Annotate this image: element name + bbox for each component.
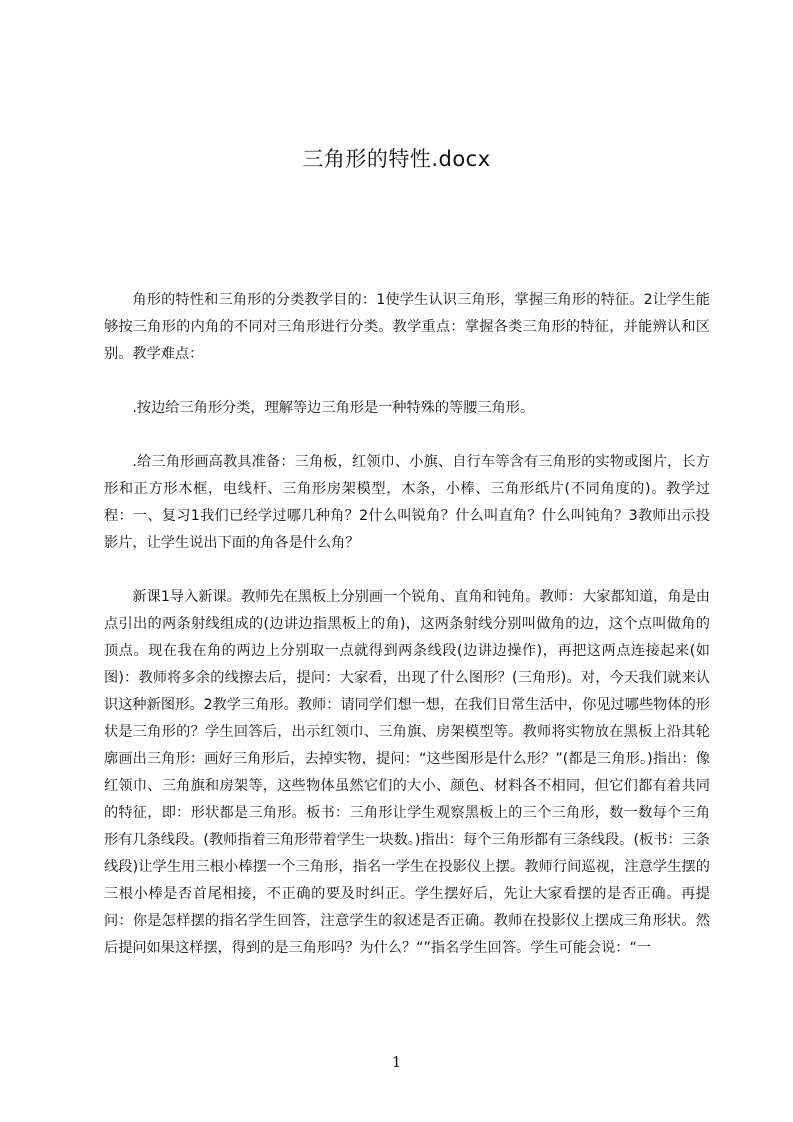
paragraph-difficulty xyxy=(104,395,710,422)
paragraph-text: .按边给三角形分类，理解等边三角形是一种特殊的等腰三角形。 xyxy=(132,400,535,416)
document-title: 三角形的特性.docx xyxy=(302,147,491,171)
paragraph-text: 新课1导入新课。教师先在黑板上分别画一个锐角、直角和钝角。教师：大家都知道，角是由点引出的两条射线组成的(边讲边指黑板上的角)，这两条射线分别叫做角的边，这个点叫做角的顶点。现在我在角的两边上分别取一点就得到两条线段(边讲边操作)，再把这两点连接起来(如图)：教师将多余的线擦去后，提问：大家看，出现了什么图形？(三角形)。对，今天我们就来认识这种新图形。2教学三角形。教师：请同学们想一想，在我们日常生活中，你见过哪些物体的形状是三角形的？学生回答后，出示红领巾、三角旗、房架模型等。教师将实物放在黑板上沿其轮廓画出三角形：画好三角形后，去掉实物，提问：“这些图形是什么形？”(都是三角形。)指出：像红领巾、三角旗和房架等，这些物体虽然它们的大小、颜色、材料各不相同，但它们都有着共同的特征，即：形状都是三角形。板书：三角形让学生观察黑板上的三个三角形，数一数每个三角形有几条线段。(教师指着三角形带着学生一块数。)指出：每个三角形都有三条线段。(板书：三条线段)让学生用三根小棒摆一个三角形，指名一学生在投影仪上摆。教师行间巡视，注意学生摆的三根小棒是否首尾相接，不正确的要及时纠正。学生摆好后，先让大家看摆的是否正确。再提问：你是怎样摆的指名学生回答，注意学生的叙述是否正确。教师在投影仪上摆成三角形状。然后提问如果这样摆，得到的是三角形吗？为什么？“”指名学生回答。学生可能会说：“一 xyxy=(104,589,710,956)
paragraph-text: .给三角形画高教具准备：三角板，红领巾、小旗、自行车等含有三角形的实物或图片，长方形和正方形木框，电线杆、三角形房架模型，木条，小棒、三角形纸片(不同角度的)。教学过程：一、复习1我们已经学过哪几种角？2什么叫锐角？什么叫直角？什么叫钝角？3教师出示投影片，让学生说出下面的角各是什么角？ xyxy=(104,454,710,551)
paragraph-new-lesson xyxy=(104,584,710,962)
page-number: 1 xyxy=(391,1053,402,1071)
paragraph-preparation xyxy=(104,449,710,557)
paragraph-text: 角形的特性和三角形的分类教学目的：1使学生认识三角形，掌握三角形的特征。2让学生能够按三角形的内角的不同对三角形进行分类。教学重点：掌握各类三角形的特征，并能辨认和区别。教学难点： xyxy=(104,292,710,362)
paragraph-objectives xyxy=(104,287,710,368)
